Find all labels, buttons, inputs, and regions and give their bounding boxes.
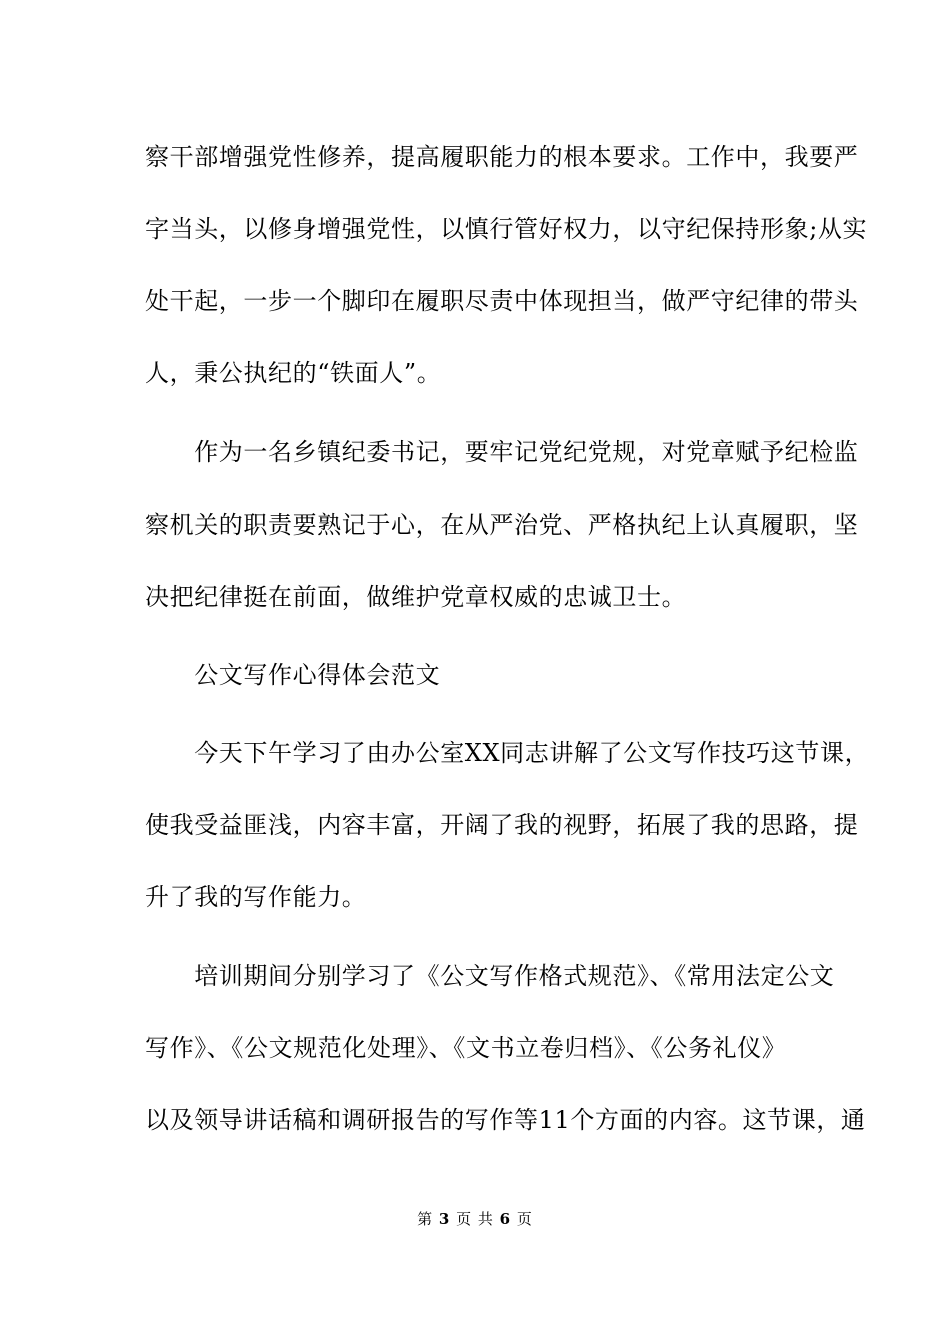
- text-line: 人，秉公执纪的“铁面人”。: [145, 359, 442, 387]
- text-line: 察干部增强党性修养，提高履职能力的根本要求。工作中，我要严: [145, 143, 859, 171]
- text-line: 写作》、《公文规范化处理》、《文书立卷归档》、《公务礼仪》: [145, 1034, 787, 1062]
- section-heading: 公文写作心得体会范文: [145, 661, 441, 689]
- text-line: 字当头，以修身增强党性，以慎行管好权力，以守纪保持形象;从实: [145, 215, 868, 243]
- text-line: 升了我的写作能力。: [145, 883, 367, 911]
- current-page-number: 3: [438, 1210, 451, 1228]
- text-line: 今天下午学习了由办公室XX同志讲解了公文写作技巧这节课，: [145, 739, 870, 767]
- text-line: 作为一名乡镇纪委书记，要牢记党纪党规，对党章赋予纪检监: [145, 438, 859, 466]
- footer-suffix: 页: [516, 1210, 533, 1228]
- total-pages-number: 6: [499, 1210, 512, 1228]
- text-line: 处干起，一步一个脚印在履职尽责中体现担当，做严守纪律的带头: [145, 287, 859, 315]
- text-line: 察机关的职责要熟记于心，在从严治党、严格执纪上认真履职，坚: [145, 511, 859, 539]
- page-footer: [0, 1209, 950, 1229]
- text-line: 使我受益匪浅，内容丰富，开阔了我的视野，拓展了我的思路，提: [145, 811, 859, 839]
- footer-prefix: 第: [417, 1210, 434, 1228]
- text-line: 决把纪律挺在前面，做维护党章权威的忠诚卫士。: [145, 583, 687, 611]
- text-line: 以及领导讲话稿和调研报告的写作等11个方面的内容。这节课，通: [145, 1106, 866, 1134]
- text-line: 培训期间分别学习了《公文写作格式规范》、《常用法定公文: [145, 962, 835, 990]
- footer-middle: 页 共: [456, 1210, 494, 1228]
